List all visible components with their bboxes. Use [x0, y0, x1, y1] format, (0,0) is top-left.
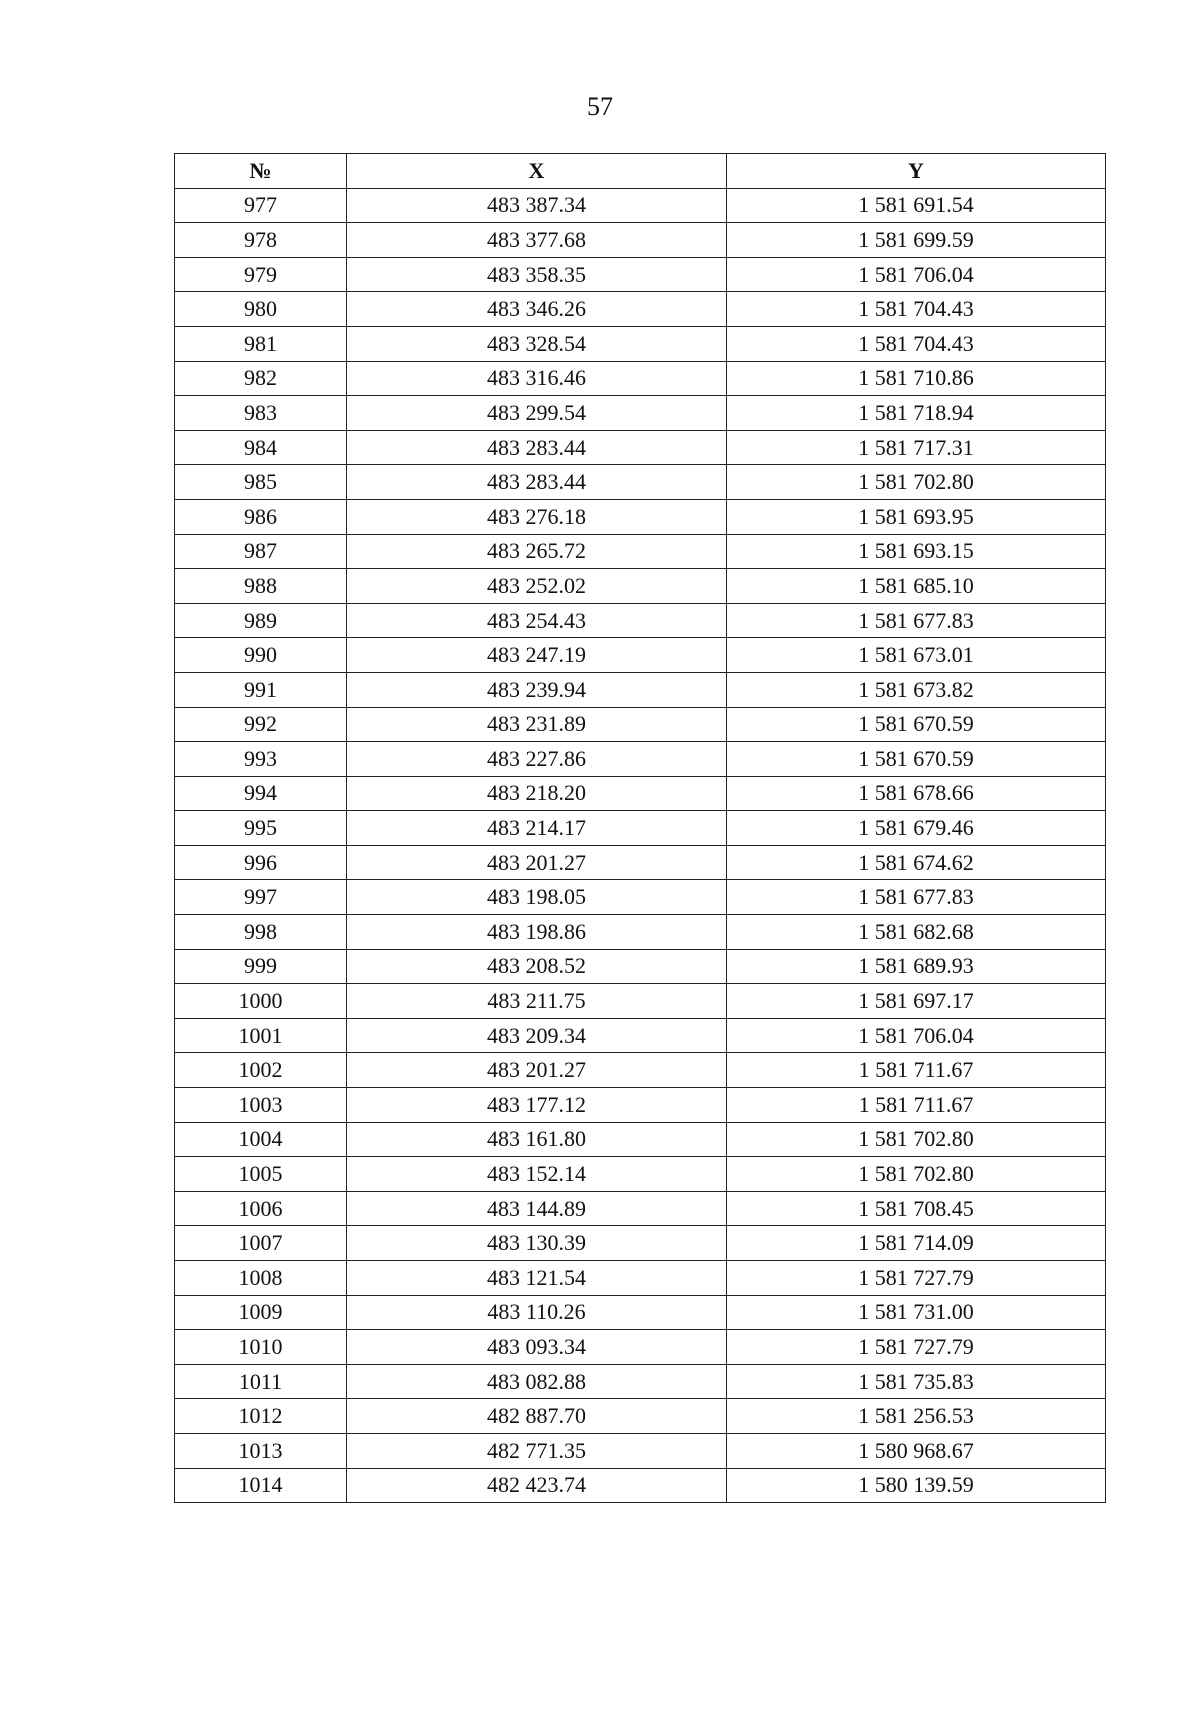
- cell-x: 483 144.89: [347, 1191, 727, 1226]
- cell-number: 1007: [175, 1226, 347, 1261]
- cell-y: 1 581 679.46: [727, 811, 1106, 846]
- cell-number: 981: [175, 326, 347, 361]
- cell-number: 979: [175, 257, 347, 292]
- cell-number: 1010: [175, 1330, 347, 1365]
- table-row: [175, 1295, 1106, 1330]
- cell-y: 1 581 677.83: [727, 603, 1106, 638]
- cell-x: 483 214.17: [347, 811, 727, 846]
- cell-y: 1 580 968.67: [727, 1433, 1106, 1468]
- cell-y: 1 581 689.93: [727, 949, 1106, 984]
- cell-y: 1 581 727.79: [727, 1261, 1106, 1296]
- cell-y: 1 581 706.04: [727, 257, 1106, 292]
- table-row: [175, 1088, 1106, 1123]
- cell-number: 1014: [175, 1468, 347, 1503]
- cell-x: 483 093.34: [347, 1330, 727, 1365]
- cell-x: 483 346.26: [347, 292, 727, 327]
- table-row: [175, 776, 1106, 811]
- cell-number: 996: [175, 845, 347, 880]
- table-row: [175, 1018, 1106, 1053]
- cell-y: 1 581 693.15: [727, 534, 1106, 569]
- cell-x: 483 227.86: [347, 742, 727, 777]
- cell-x: 483 265.72: [347, 534, 727, 569]
- cell-number: 983: [175, 396, 347, 431]
- cell-x: 482 887.70: [347, 1399, 727, 1434]
- table-row: [175, 984, 1106, 1019]
- cell-x: 482 423.74: [347, 1468, 727, 1503]
- cell-number: 1004: [175, 1122, 347, 1157]
- table-row: [175, 292, 1106, 327]
- coordinates-table: [174, 153, 1106, 1503]
- table-row: [175, 534, 1106, 569]
- page-number: 57: [587, 92, 613, 121]
- cell-number: 991: [175, 672, 347, 707]
- cell-x: 483 239.94: [347, 672, 727, 707]
- table-row: [175, 742, 1106, 777]
- table-row: [175, 223, 1106, 258]
- cell-y: 1 581 697.17: [727, 984, 1106, 1019]
- table-row: [175, 603, 1106, 638]
- cell-x: 483 358.35: [347, 257, 727, 292]
- table-row: [175, 1399, 1106, 1434]
- cell-x: 483 283.44: [347, 430, 727, 465]
- table-row: [175, 1053, 1106, 1088]
- cell-y: 1 581 674.62: [727, 845, 1106, 880]
- cell-y: 1 581 702.80: [727, 1157, 1106, 1192]
- cell-y: 1 581 710.86: [727, 361, 1106, 396]
- cell-x: 483 247.19: [347, 638, 727, 673]
- cell-y: 1 581 704.43: [727, 326, 1106, 361]
- cell-number: 985: [175, 465, 347, 500]
- table-row: [175, 1364, 1106, 1399]
- table-row: [175, 361, 1106, 396]
- cell-number: 1011: [175, 1364, 347, 1399]
- header-x: X: [347, 154, 727, 189]
- cell-y: 1 581 731.00: [727, 1295, 1106, 1330]
- cell-y: 1 581 670.59: [727, 707, 1106, 742]
- header-number: №: [175, 154, 347, 189]
- cell-number: 989: [175, 603, 347, 638]
- table-row: [175, 1261, 1106, 1296]
- cell-number: 1009: [175, 1295, 347, 1330]
- cell-number: 998: [175, 915, 347, 950]
- cell-number: 995: [175, 811, 347, 846]
- table-row: [175, 915, 1106, 950]
- table-row: [175, 326, 1106, 361]
- table-row: [175, 1433, 1106, 1468]
- table-row: [175, 1226, 1106, 1261]
- cell-y: 1 581 702.80: [727, 465, 1106, 500]
- cell-number: 1000: [175, 984, 347, 1019]
- table-row: [175, 257, 1106, 292]
- cell-y: 1 581 673.01: [727, 638, 1106, 673]
- cell-y: 1 581 693.95: [727, 499, 1106, 534]
- cell-y: 1 581 691.54: [727, 188, 1106, 223]
- cell-x: 483 110.26: [347, 1295, 727, 1330]
- cell-y: 1 581 673.82: [727, 672, 1106, 707]
- cell-number: 993: [175, 742, 347, 777]
- cell-x: 483 130.39: [347, 1226, 727, 1261]
- cell-x: 483 208.52: [347, 949, 727, 984]
- cell-number: 1003: [175, 1088, 347, 1123]
- table-row: [175, 880, 1106, 915]
- cell-y: 1 581 704.43: [727, 292, 1106, 327]
- cell-x: 483 254.43: [347, 603, 727, 638]
- cell-x: 483 082.88: [347, 1364, 727, 1399]
- cell-y: 1 581 702.80: [727, 1122, 1106, 1157]
- table-row: [175, 430, 1106, 465]
- cell-x: 483 299.54: [347, 396, 727, 431]
- cell-x: 483 177.12: [347, 1088, 727, 1123]
- cell-x: 483 328.54: [347, 326, 727, 361]
- cell-x: 482 771.35: [347, 1433, 727, 1468]
- cell-number: 1002: [175, 1053, 347, 1088]
- table-row: [175, 638, 1106, 673]
- cell-x: 483 231.89: [347, 707, 727, 742]
- cell-y: 1 581 699.59: [727, 223, 1106, 258]
- cell-y: 1 581 714.09: [727, 1226, 1106, 1261]
- cell-x: 483 198.05: [347, 880, 727, 915]
- cell-number: 994: [175, 776, 347, 811]
- cell-x: 483 316.46: [347, 361, 727, 396]
- cell-number: 999: [175, 949, 347, 984]
- cell-x: 483 201.27: [347, 1053, 727, 1088]
- cell-x: 483 387.34: [347, 188, 727, 223]
- cell-number: 982: [175, 361, 347, 396]
- cell-number: 988: [175, 569, 347, 604]
- cell-x: 483 161.80: [347, 1122, 727, 1157]
- header-row: [175, 154, 1106, 189]
- header-y: Y: [727, 154, 1106, 189]
- table-row: [175, 811, 1106, 846]
- cell-number: 986: [175, 499, 347, 534]
- cell-x: 483 377.68: [347, 223, 727, 258]
- cell-number: 1012: [175, 1399, 347, 1434]
- cell-y: 1 581 670.59: [727, 742, 1106, 777]
- table-row: [175, 845, 1106, 880]
- cell-number: 997: [175, 880, 347, 915]
- cell-x: 483 276.18: [347, 499, 727, 534]
- table-row: [175, 672, 1106, 707]
- cell-y: 1 581 678.66: [727, 776, 1106, 811]
- table-row: [175, 1157, 1106, 1192]
- cell-y: 1 581 706.04: [727, 1018, 1106, 1053]
- table-row: [175, 707, 1106, 742]
- cell-x: 483 121.54: [347, 1261, 727, 1296]
- table-body: [175, 188, 1106, 1503]
- cell-x: 483 211.75: [347, 984, 727, 1019]
- cell-x: 483 252.02: [347, 569, 727, 604]
- cell-number: 1005: [175, 1157, 347, 1192]
- cell-y: 1 581 708.45: [727, 1191, 1106, 1226]
- cell-number: 1006: [175, 1191, 347, 1226]
- table-header: [175, 154, 1106, 189]
- cell-number: 978: [175, 223, 347, 258]
- table-row: [175, 1191, 1106, 1226]
- table-row: [175, 396, 1106, 431]
- cell-y: 1 581 682.68: [727, 915, 1106, 950]
- cell-y: 1 581 717.31: [727, 430, 1106, 465]
- cell-x: 483 218.20: [347, 776, 727, 811]
- table-row: [175, 1122, 1106, 1157]
- cell-x: 483 209.34: [347, 1018, 727, 1053]
- table-row: [175, 569, 1106, 604]
- cell-y: 1 581 256.53: [727, 1399, 1106, 1434]
- cell-number: 1001: [175, 1018, 347, 1053]
- cell-y: 1 581 718.94: [727, 396, 1106, 431]
- table-row: [175, 465, 1106, 500]
- cell-y: 1 581 711.67: [727, 1088, 1106, 1123]
- cell-y: 1 581 677.83: [727, 880, 1106, 915]
- cell-number: 977: [175, 188, 347, 223]
- cell-y: 1 581 727.79: [727, 1330, 1106, 1365]
- table-row: [175, 1468, 1106, 1503]
- cell-number: 1013: [175, 1433, 347, 1468]
- table-row: [175, 949, 1106, 984]
- cell-x: 483 198.86: [347, 915, 727, 950]
- cell-y: 1 581 711.67: [727, 1053, 1106, 1088]
- cell-x: 483 152.14: [347, 1157, 727, 1192]
- cell-y: 1 580 139.59: [727, 1468, 1106, 1503]
- cell-number: 987: [175, 534, 347, 569]
- table-row: [175, 188, 1106, 223]
- table-row: [175, 1330, 1106, 1365]
- cell-y: 1 581 685.10: [727, 569, 1106, 604]
- cell-number: 990: [175, 638, 347, 673]
- cell-number: 980: [175, 292, 347, 327]
- table-row: [175, 499, 1106, 534]
- cell-y: 1 581 735.83: [727, 1364, 1106, 1399]
- cell-x: 483 201.27: [347, 845, 727, 880]
- cell-number: 992: [175, 707, 347, 742]
- cell-number: 1008: [175, 1261, 347, 1296]
- cell-number: 984: [175, 430, 347, 465]
- cell-x: 483 283.44: [347, 465, 727, 500]
